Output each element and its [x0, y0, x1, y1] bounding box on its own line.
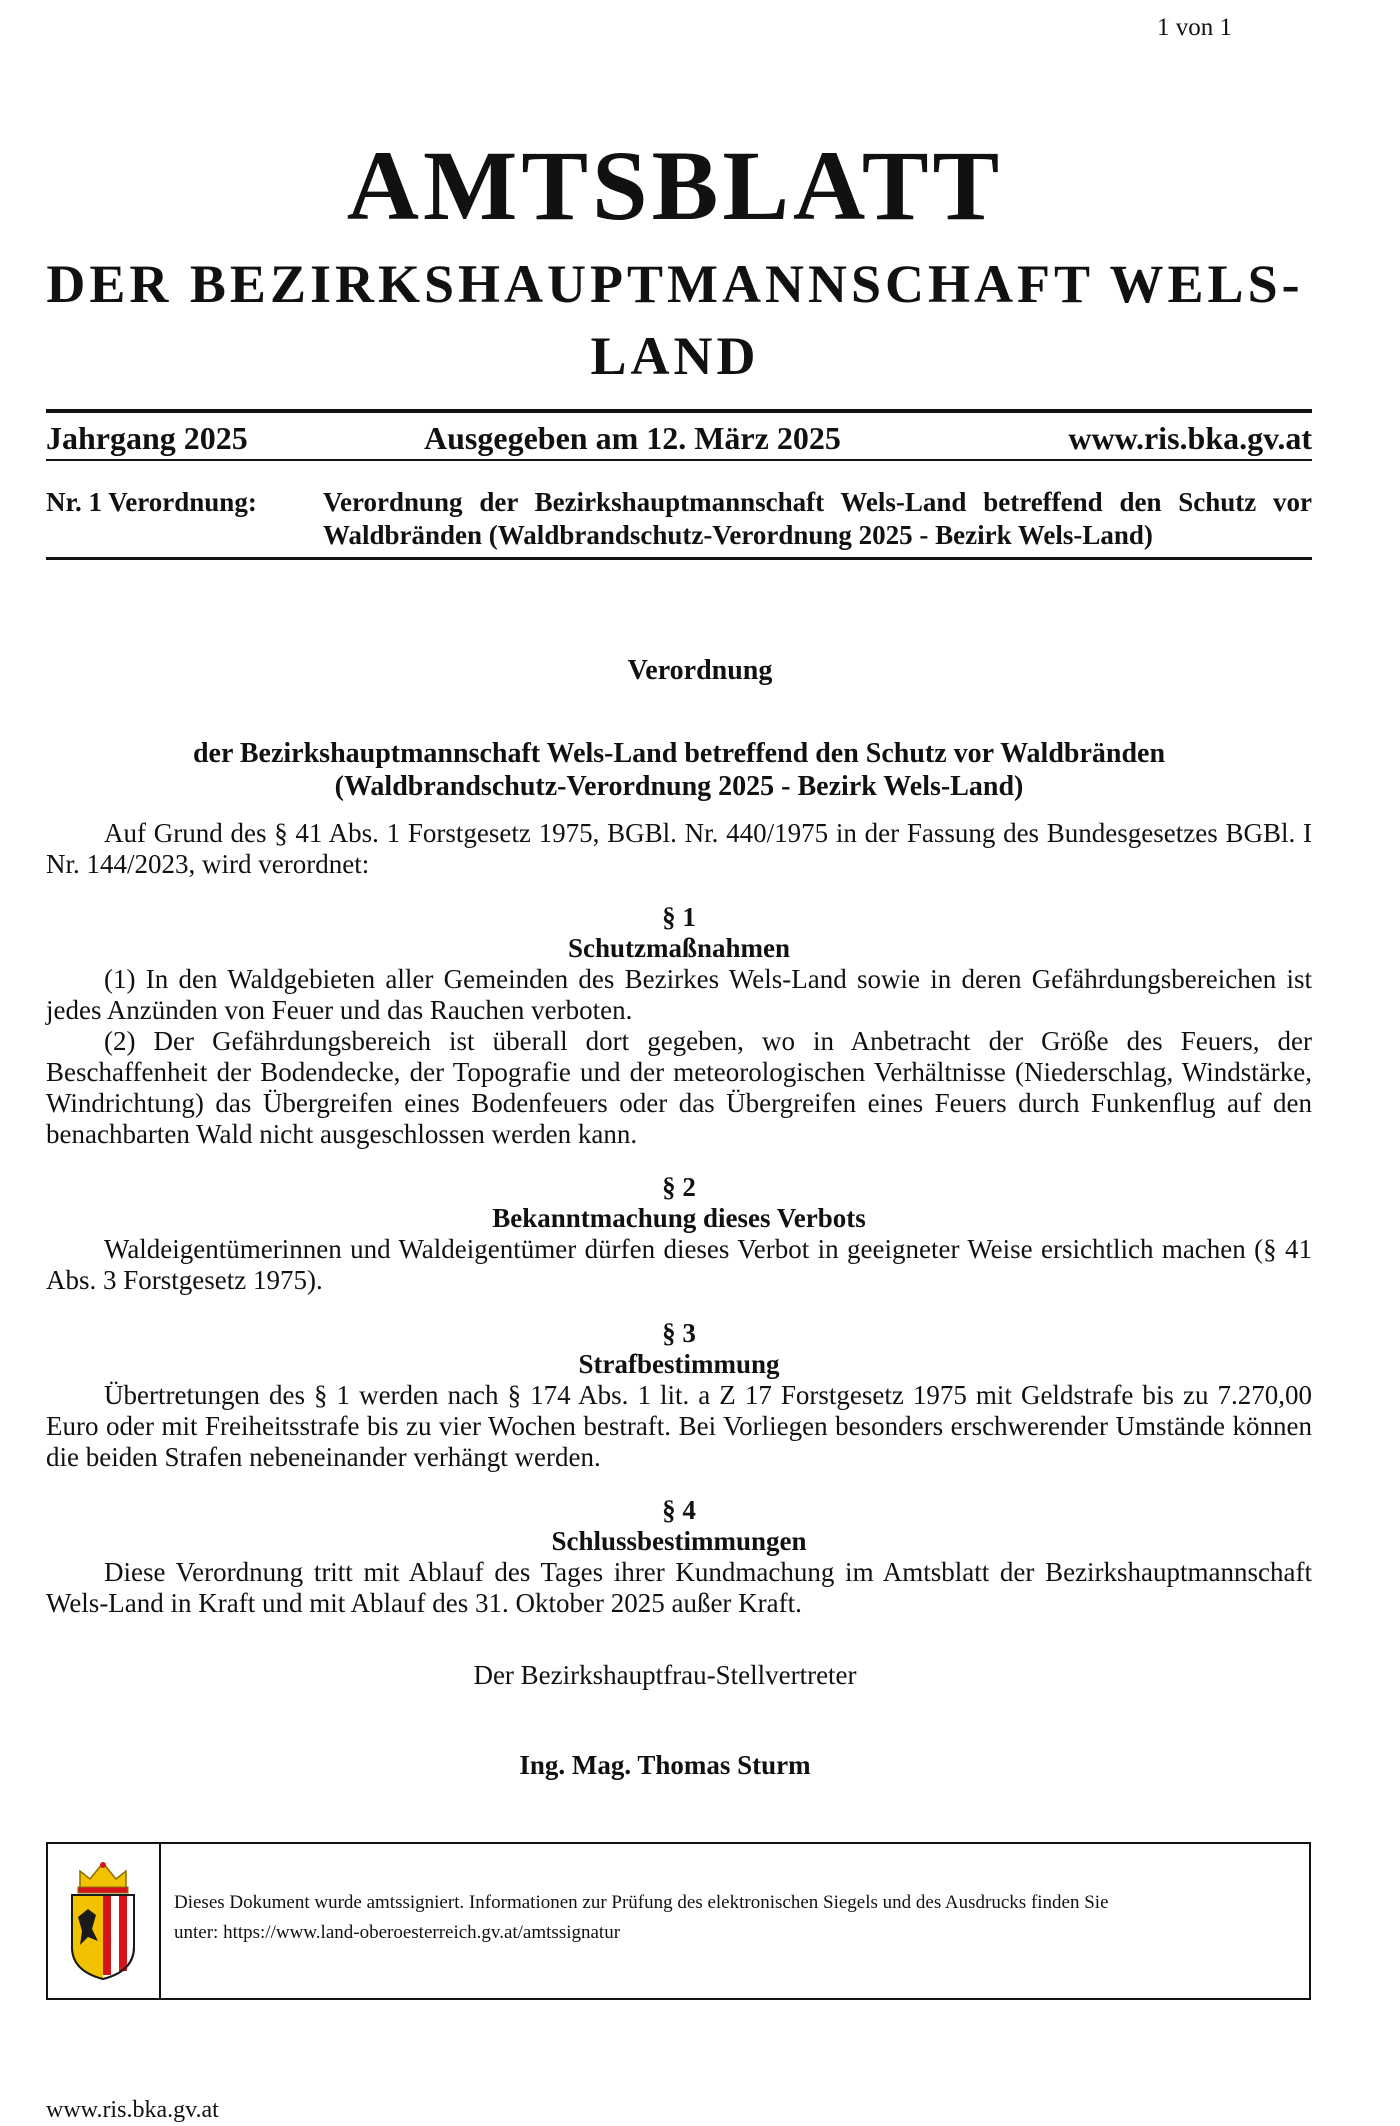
section-4-paragraph-1: Diese Verordnung tritt mit Ablauf des Tages ihrer Kundmachung im Amtsblatt der Bezirkshauptmannschaft Wels-Land in Kraft und mit Ablauf des 31. Oktober 2025 außer Kraft.	[46, 1557, 1312, 1618]
seal-cell	[48, 1844, 161, 1998]
section-1-paragraph-1: (1) In den Waldgebieten aller Gemeinden des Bezirkes Wels-Land sowie in deren Gefährdungsbereichen ist jedes Anzünden von Feuer und das Rauchen verboten.	[46, 964, 1312, 1025]
section-3-paragraph-1: Übertretungen des § 1 werden nach § 174 Abs. 1 lit. a Z 17 Forstgesetz 1975 mit Geldstrafe bis zu 7.270,00 Euro oder mit Freiheitsstrafe bis zu vier Wochen bestraft. Bei Vorliegen besonders erschwerender Umstände können die beiden Strafen nebeneinander verhängt werden.	[46, 1380, 1312, 1472]
signer-name: Ing. Mag. Thomas Sturm	[519, 1750, 811, 1780]
masthead-subtitle-line2: LAND	[590, 326, 760, 386]
section-2-paragraph-1: Waldeigentümerinnen und Waldeigentümer dürfen dieses Verbot in geeigneter Weise ersichtlich machen (§ 41 Abs. 3 Forstgesetz 1975).	[46, 1234, 1312, 1295]
page-number: 1 von 1	[1157, 14, 1232, 41]
section-3-number: § 3	[662, 1318, 696, 1348]
upper-austria-coat-of-arms-icon	[66, 1859, 140, 1981]
entry-description: Verordnung der Bezirkshauptmannschaft Wels-Land betreffend den Schutz vor Waldbränden (Waldbrandschutz-Verordnung 2025 - Bezirk Wels-Land)	[323, 487, 1312, 550]
entry-label: Nr. 1 Verordnung:	[46, 487, 257, 517]
document-subtitle-line2: (Waldbrandschutz-Verordnung 2025 - Bezirk Wels-Land)	[334, 771, 1024, 802]
section-1-number: § 1	[662, 902, 696, 932]
document-subtitle-line1: der Bezirkshauptmannschaft Wels-Land betreffend den Schutz vor Waldbränden	[192, 738, 1166, 769]
masthead	[0, 128, 1350, 387]
issue-rule	[46, 459, 1312, 461]
masthead-title: AMTSBLATT	[346, 130, 1004, 241]
issue-jahrgang: Jahrgang 2025	[46, 420, 248, 456]
signature-text	[174, 1888, 1279, 1948]
signature-text-line2: unter: https://www.land-oberoesterreich.gv.at/amtssignatur	[174, 1922, 621, 1943]
issue-date: Ausgegeben am 12. März 2025	[424, 420, 841, 456]
section-2-number: § 2	[662, 1172, 696, 1202]
masthead-subtitle-line1: DER BEZIRKSHAUPTMANNSCHAFT WELS-	[46, 254, 1304, 314]
section-1-title: Schutzmaßnahmen	[567, 933, 791, 963]
issue-website: www.ris.bka.gv.at	[1068, 420, 1312, 456]
section-2-title: Bekanntmachung dieses Verbots	[492, 1203, 866, 1233]
signature-text-line1: Dieses Dokument wurde amtssigniert. Informationen zur Prüfung des elektronischen Siegels und des Ausdrucks finden Sie	[174, 1892, 1109, 1913]
entry-rule	[46, 557, 1312, 560]
top-rule	[46, 409, 1312, 413]
document-body	[46, 818, 1312, 1619]
section-4-number: § 4	[662, 1495, 696, 1525]
document-subtitle	[46, 737, 1312, 803]
footer-url: www.ris.bka.gv.at	[46, 2097, 219, 2123]
section-4-title: Schlussbestimmungen	[551, 1526, 807, 1556]
section-3-title: Strafbestimmung	[578, 1349, 780, 1379]
document-title: Verordnung	[627, 655, 773, 686]
section-1-paragraph-2: (2) Der Gefährdungsbereich ist überall dort gegeben, wo in Anbetracht der Größe des Feuers, der Beschaffenheit der Bodendecke, der Topografie und der meteorologischen Verhältnisse (Niederschlag, Windstärke, Windrichtung) das Übergreifen eines Bodenfeuers oder das Übergreifen eines Feuers durch Funkenflug auf den benachbarten Wald nicht ausgeschlossen werden kann.	[46, 1026, 1312, 1149]
signature-box	[46, 1842, 1311, 2000]
preamble: Auf Grund des § 41 Abs. 1 Forstgesetz 1975, BGBl. Nr. 440/1975 in der Fassung des Bundesgesetzes BGBl. I Nr. 144/2023, wird verordnet:	[46, 818, 1312, 879]
signer-role: Der Bezirkshauptfrau-Stellvertreter	[473, 1660, 857, 1690]
